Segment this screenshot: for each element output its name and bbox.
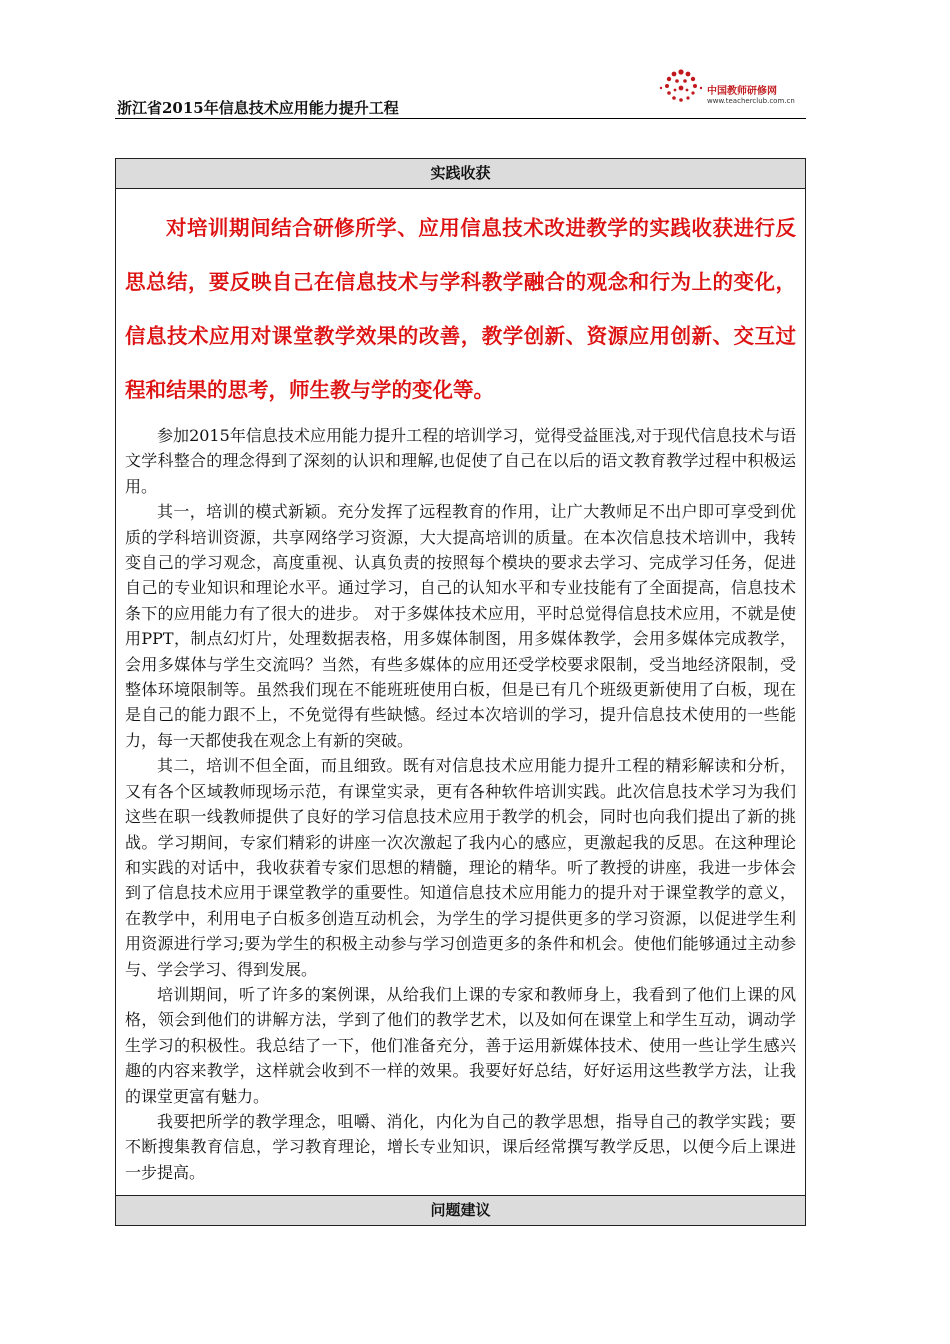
paragraph: 其一，培训的模式新颖。充分发挥了远程教育的作用，让广大教师足不出户即可享受到优质的学科培训资源，共享网络学习资源，大大提高培训的质量。在本次信息技术培训中，我转变自己的学习观念，高度重视、认真负责的按照每个模块的要求去学习、完成学习任务，促进自己的专业知识和理论水平。通过学习，自己的认知水平和专业技能有了全面提高，信息技术条下的应用能力有了很大的进步。 对于多媒体技术应用，平时总觉得信息技术应用，不就是使用PPT，制点幻灯片，处理数据表格，用多媒体制图，用多媒体教学，会用多媒体完成教学，会用多媒体与学生交流吗？当然，有些多媒体的应用还受学校要求限制，受当地经济限制，受整体环境限制等。虽然我们现在不能班班使用白板，但是已有几个班级更新使用了白板，现在是自己的能力跟不上，不免觉得有些缺憾。经过本次培训的学习，提升信息技术使用的一些能力，每一天都使我在观念上有新的突破。 — [125, 502, 796, 750]
section-header-harvest: 实践收获 — [116, 159, 805, 189]
paragraph: 参加2015年信息技术应用能力提升工程的培训学习，觉得受益匪浅,对于现代信息技术与语文学科整合的理念得到了深刻的认识和理解,也促使了自己在以后的语文教育教学过程中积极运用。 — [125, 426, 796, 496]
paragraph: 我要把所学的教学理念，咀嚼、消化，内化为自己的教学思想，指导自己的教学实践；要不断搜集教育信息，学习教育理论，增长专业知识，课后经常撰写教学反思，以便今后上课进一步提高。 — [125, 1111, 796, 1182]
paragraph: 培训期间，听了许多的案例课，从给我们上课的专家和教师身上，我看到了他们上课的风格，领会到他们的讲解方法，学到了他们的教学艺术，以及如何在课堂上和学生互动，调动学生学习的积极性。我总结了一下，他们准备充分，善于运用新媒体技术、使用一些让学生感兴趣的内容来教学，这样就会收到不一样的效果。我要好好总结，好好运用这些教学方法，让我的课堂更富有魅力。 — [125, 984, 796, 1106]
logo-site-url: www.teacherclub.com.cn — [707, 97, 795, 105]
reflection-table — [115, 158, 806, 1226]
site-logo — [655, 66, 805, 114]
harvest-content — [116, 201, 805, 1195]
paragraph: 其二，培训不但全面，而且细致。既有对信息技术应用能力提升工程的精彩解读和分析，又有各个区域教师现场示范，有课堂实录，更有各种软件培训实践。此次信息技术学习为我们这些在职一线教师提供了良好的学习信息技术应用于教学的机会，同时也向我们提出了新的挑战。学习期间，专家们精彩的讲座一次次激起了我内心的感应，更激起我的反思。在这种理论和实践的对话中，我收获着专家们思想的精髓，理论的精华。听了教授的讲座，我进一步体会到了信息技术应用于课堂教学的重要性。知道信息技术应用能力的提升对于课堂教学的意义，在教学中，利用电子白板多创造互动机会，为学生的学习提供更多的学习资源，以促进学生利用资源进行学习;要为学生的积极主动参与学习创造更多的条件和机会。使他们能够通过主动参与、学会学习、得到发展。 — [125, 756, 796, 979]
instruction-prompt: 对培训期间结合研修所学、应用信息技术改进教学的实践收获进行反思总结，要反映自己在信息技术与学科教学融合的观念和行为上的变化，信息技术应用对课堂教学效果的改善，教学创新、资源应用创新、交互过程和结果的思考，师生教与学的变化等。 — [125, 216, 796, 402]
logo-mark-icon — [655, 66, 707, 112]
header-divider — [115, 118, 806, 119]
section-header-suggestions: 问题建议 — [116, 1195, 805, 1225]
logo-site-name: 中国教师研修网 — [707, 86, 777, 97]
header-title: 浙江省2015年信息技术应用能力提升工程 — [117, 99, 399, 117]
